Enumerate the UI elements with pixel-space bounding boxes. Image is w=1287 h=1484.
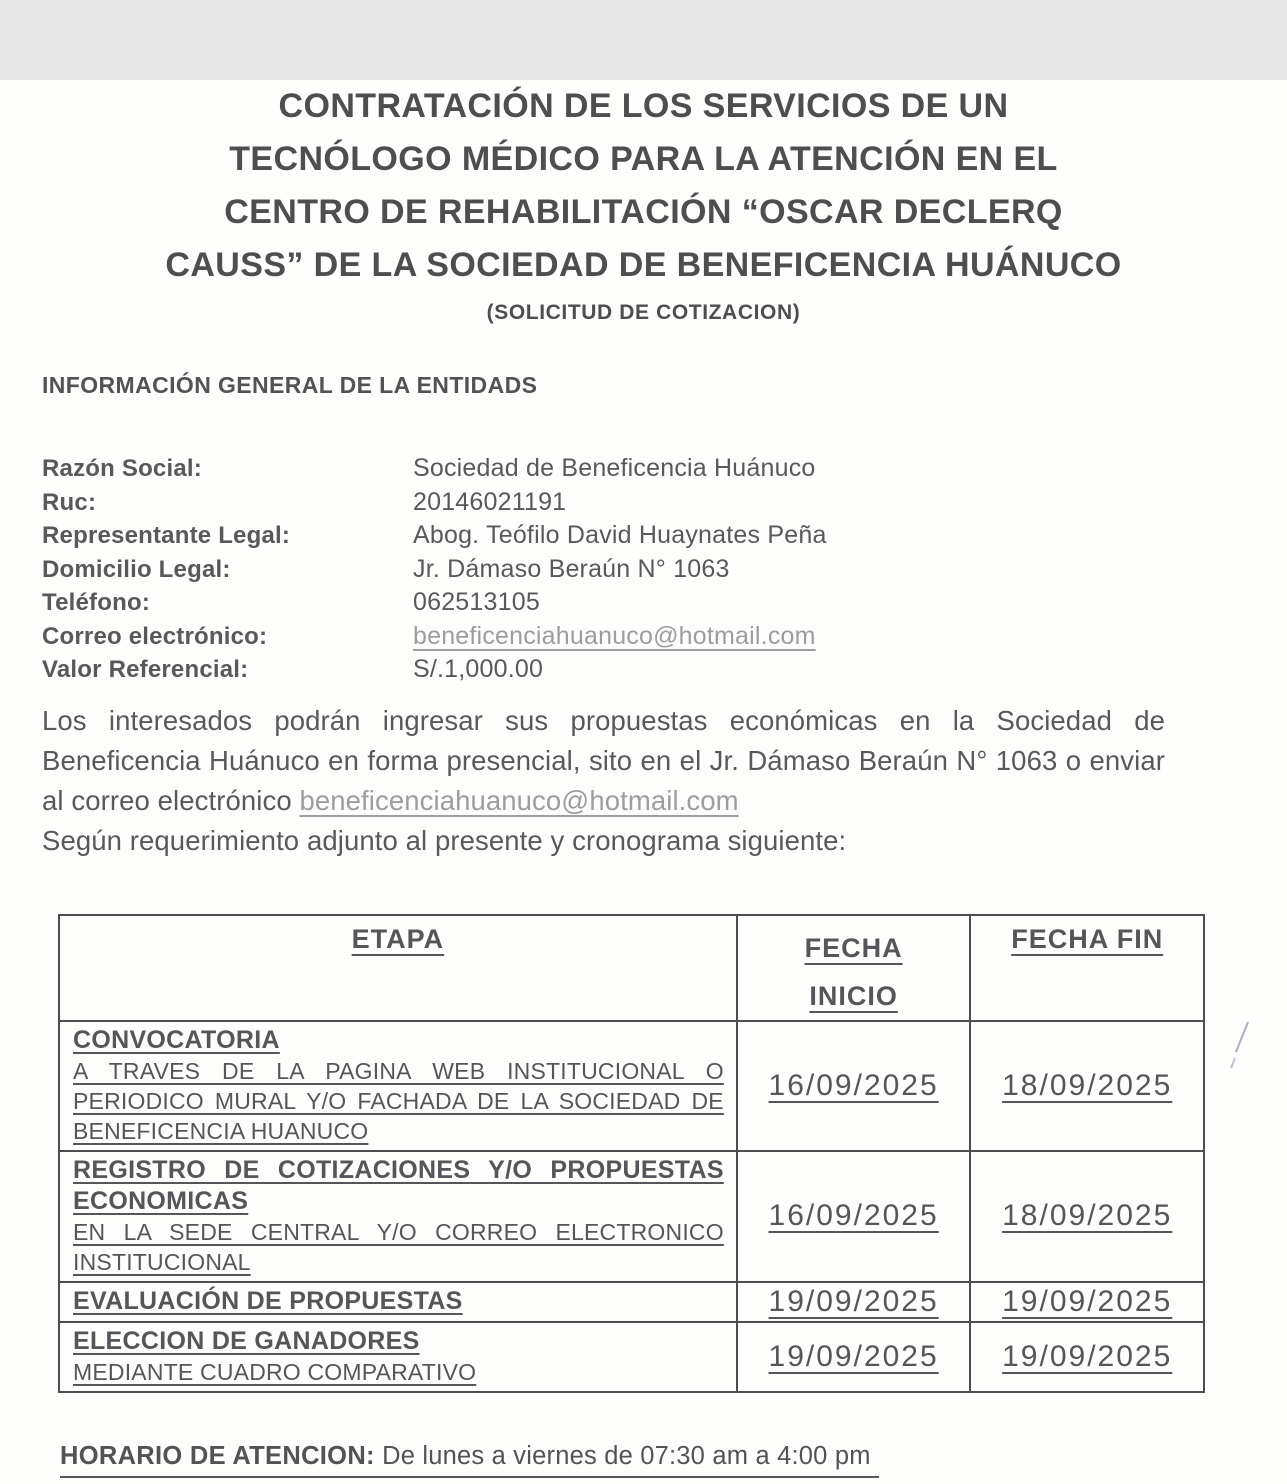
fecha-fin-cell [970,1021,1204,1151]
info-value: 062513105 [413,588,540,616]
section-heading: INFORMACIÓN GENERAL DE LA ENTIDADS [42,372,538,398]
date-value: 19/09/2025 [1002,1339,1173,1373]
attention-hours-line [60,1442,879,1478]
info-row-razon-social [42,454,1287,488]
fecha-fin-cell [970,1322,1204,1392]
info-row-representante-legal [42,521,1287,555]
table-header-row [59,915,1204,1021]
table-row-convocatoria [59,1021,1204,1151]
schedule-table [58,914,1205,1393]
etapa-description: MEDIANTE CUADRO COMPARATIVO [73,1358,477,1385]
etapa-title: ELECCION DE GANADORES [73,1326,420,1355]
info-value: 20146021191 [413,487,567,516]
title-line: CONTRATACIÓN DE LOS SERVICIOS DE UN [278,87,1009,125]
email-text: beneficenciahuanuco@hotmail.com [413,621,816,650]
pen-mark [1226,1018,1256,1076]
date-value: 16/09/2025 [768,1199,939,1232]
table-row-evaluacion-propuestas [59,1282,1204,1322]
attention-hours-label: HORARIO DE ATENCION: [60,1441,375,1470]
etapa-cell [59,1151,737,1282]
info-label: Valor Referencial: [42,656,249,683]
entity-info-block [42,454,1287,689]
etapa-cell [59,1021,737,1151]
etapa-title: EVALUACIÓN DE PROPUESTAS [73,1286,463,1315]
table-row-registro-cotizaciones [59,1151,1204,1282]
date-value: 19/09/2025 [768,1284,939,1318]
intro-paragraph-continuation: Según requerimiento adjunto al presente y cronograma siguiente: [42,824,847,856]
etapa-description: A TRAVES DE LA PAGINA WEB INSTITUCIONAL O PERIODICO MURAL Y/O FACHADA DE LA SOCIEDAD DE BENEFICENCIA HUANUCO [73,1057,724,1144]
info-value: Sociedad de Beneficencia Huánuco [413,454,816,482]
intro-paragraph [42,701,1165,821]
attention-hours-value: De lunes a viernes de 07:30 am a 4:00 pm [374,1441,871,1470]
column-header-etapa [59,915,737,1021]
etapa-cell [59,1322,737,1392]
date-value: 19/09/2025 [768,1339,939,1373]
etapa-title: REGISTRO DE COTIZACIONES Y/O PROPUESTAS ECONOMICAS [73,1155,724,1215]
column-header-fecha-fin [970,915,1204,1021]
info-row-ruc [42,488,1287,522]
date-value: 18/09/2025 [1002,1068,1173,1102]
title-line: CAUSS” DE LA SOCIEDAD DE BENEFICENCIA HUÁNUCO [165,246,1122,284]
info-label: Correo electrónico: [42,622,268,650]
info-row-valor-referencial [42,655,1287,689]
info-value: Abog. Teófilo David Huaynates Peña [413,521,827,549]
info-label: Domicilio Legal: [42,555,231,583]
date-value: 16/09/2025 [768,1068,939,1102]
column-header-label: FECHA INICIO [804,932,903,1011]
info-value: S/.1,000.00 [413,655,544,683]
date-value: 18/09/2025 [1002,1199,1173,1232]
column-header-fecha-inicio [737,915,971,1021]
attention-hours [60,1442,1287,1478]
info-row-correo-electronico [42,622,1287,656]
fecha-inicio-cell [737,1322,971,1392]
document-title [60,80,1227,292]
etapa-cell [59,1282,737,1322]
title-line: TECNÓLOGO MÉDICO PARA LA ATENCIÓN EN EL [229,140,1058,178]
document-subtitle: (SOLICITUD DE COTIZACION) [486,301,801,324]
etapa-description: EN LA SEDE CENTRAL Y/O CORREO ELECTRONICO INSTITUCIONAL [73,1218,724,1275]
fecha-fin-cell [970,1151,1204,1282]
info-row-telefono [42,588,1287,622]
fecha-inicio-cell [737,1021,971,1151]
scanned-document-page [0,80,1287,1484]
fecha-fin-cell [970,1282,1204,1322]
info-label: Ruc: [42,488,97,516]
info-value: Jr. Dámaso Beraún N° 1063 [413,554,730,583]
email-text: beneficenciahuanuco@hotmail.com [299,784,739,816]
info-label: Razón Social: [42,455,202,482]
fecha-inicio-cell [737,1282,971,1322]
schedule-table-wrap [58,914,1205,1393]
info-label: Teléfono: [42,589,151,616]
fecha-inicio-cell [737,1151,971,1282]
info-label: Representante Legal: [42,522,291,549]
title-line: CENTRO DE REHABILITACIÓN “OSCAR DECLERQ [224,193,1063,231]
intro-paragraph-text: Los interesados podrán ingresar sus propuestas económicas en la Sociedad de Beneficencia Huánuco en forma presencial, sito en el Jr. Dámaso Beraún N° 1063 o enviar al correo electrónico [42,704,1165,816]
column-header-label: ETAPA [351,923,445,954]
column-header-label: FECHA FIN [1011,923,1164,954]
etapa-title: CONVOCATORIA [73,1025,280,1054]
table-row-eleccion-ganadores [59,1322,1204,1392]
date-value: 19/09/2025 [1002,1284,1173,1318]
info-row-domicilio-legal [42,555,1287,589]
